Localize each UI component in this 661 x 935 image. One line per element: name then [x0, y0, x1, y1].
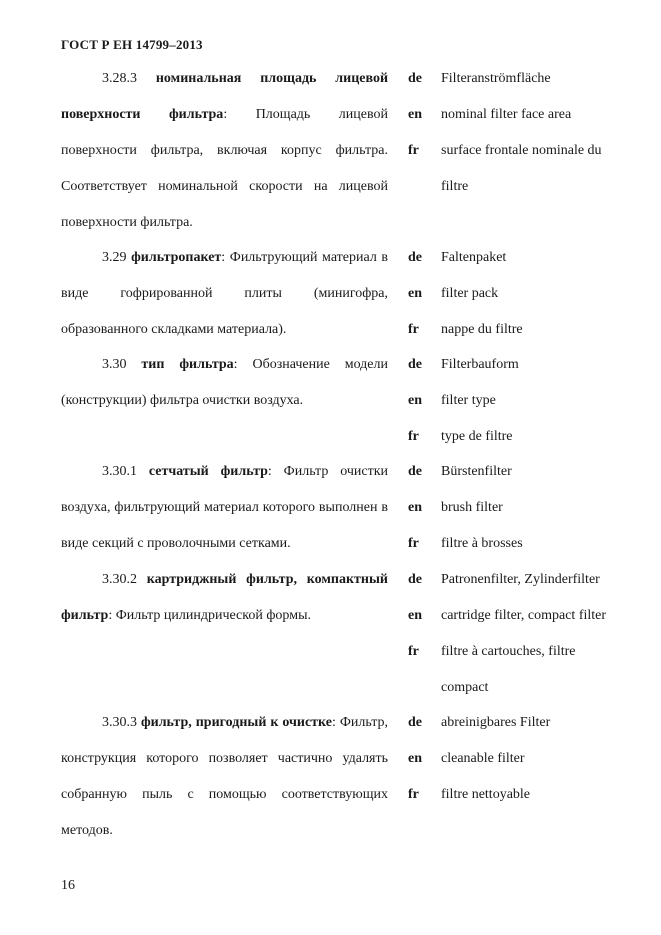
lang-code: de: [408, 464, 422, 479]
term-name: номинальная площадь лицевой поверхности фильтра: [61, 71, 389, 122]
lang-code: en: [408, 751, 422, 766]
equivalent-term: nominal filter face area: [441, 107, 572, 122]
lang-code: fr: [408, 143, 419, 158]
lang-code: fr: [408, 322, 419, 337]
term-number: 3.30.1: [102, 464, 137, 479]
term-definition: [61, 61, 388, 241]
page-number: 16: [61, 878, 75, 893]
lang-code: fr: [408, 644, 419, 659]
equivalent-term: abreinigbares Filter: [441, 715, 551, 730]
equivalent-term: filtre nettoyable: [441, 787, 531, 802]
equivalent-term: Filterbauform: [441, 357, 519, 372]
lang-code: fr: [408, 536, 419, 551]
lang-code: en: [408, 393, 422, 408]
equivalent-term: Bürstenfilter: [441, 464, 512, 479]
term-name: фильтропакет: [131, 250, 222, 265]
equivalent-term: cartridge filter, compact filter: [441, 608, 607, 623]
term-name: картриджный фильтр, компактный фильтр: [61, 572, 388, 623]
term-name: тип фильтра: [141, 357, 234, 372]
equivalent-term: Filteranströmfläche: [441, 71, 551, 86]
equivalent-term: filter pack: [441, 286, 499, 301]
definition-text: : Площадь лицевой поверхности фильтра, включая корпус фильтра. Соответствует номинальной скорости на лицевой поверхности фильтра.: [61, 107, 388, 230]
equivalent-term: filtre à cartouches, filtre compact: [441, 644, 576, 695]
equivalent-term: Faltenpaket: [441, 250, 507, 265]
definition-text: : Обозначение модели (конструкции) фильтра очистки воздуха.: [61, 357, 388, 408]
term-definition: [61, 562, 388, 634]
term-number: 3.28.3: [102, 71, 137, 86]
lang-code: en: [408, 107, 422, 122]
term-definition: [61, 454, 388, 562]
equivalent-term: surface frontale nominale du filtre: [441, 143, 602, 194]
lang-code: de: [408, 572, 422, 587]
lang-code: de: [408, 250, 422, 265]
equivalent-term: cleanable filter: [441, 751, 525, 766]
definition-text: : Фильтр очистки воздуха, фильтрующий материал которого выполнен в виде секций с проволочными сетками.: [61, 464, 388, 551]
document-header: ГОСТ Р ЕН 14799–2013: [61, 37, 203, 52]
equivalent-term: brush filter: [441, 500, 503, 515]
term-number: 3.29: [102, 250, 127, 265]
lang-code: de: [408, 715, 422, 730]
equivalent-term: filtre à brosses: [441, 536, 523, 551]
lang-code: fr: [408, 429, 419, 444]
equivalent-term: type de filtre: [441, 429, 513, 444]
definition-text: : Фильтр цилиндрической формы.: [108, 608, 311, 623]
lang-code: en: [408, 286, 422, 301]
term-definition: [61, 705, 388, 849]
equivalent-term: Patronenfilter, Zylinderfilter: [441, 572, 600, 587]
lang-code: en: [408, 500, 422, 515]
lang-code: de: [408, 357, 422, 372]
definition-text: : Фильтр, конструкция которого позволяет частично удалять собранную пыль с помощью соответствующих методов.: [61, 715, 389, 838]
term-name: фильтр, пригодный к очистке: [140, 715, 332, 730]
term-number: 3.30: [102, 357, 127, 372]
term-name: сетчатый фильтр: [148, 464, 268, 479]
term-definition: [61, 347, 388, 419]
term-definition: [61, 240, 388, 348]
term-number: 3.30.2: [102, 572, 137, 587]
lang-code: fr: [408, 787, 419, 802]
term-number: 3.30.3: [102, 715, 137, 730]
definition-text: : Фильтрующий материал в виде гофрированной плиты (минигофра, образованного складками материала).: [61, 250, 389, 337]
equivalent-term: filter type: [441, 393, 496, 408]
lang-code: en: [408, 608, 422, 623]
lang-code: de: [408, 71, 422, 86]
equivalent-term: nappe du filtre: [441, 322, 523, 337]
